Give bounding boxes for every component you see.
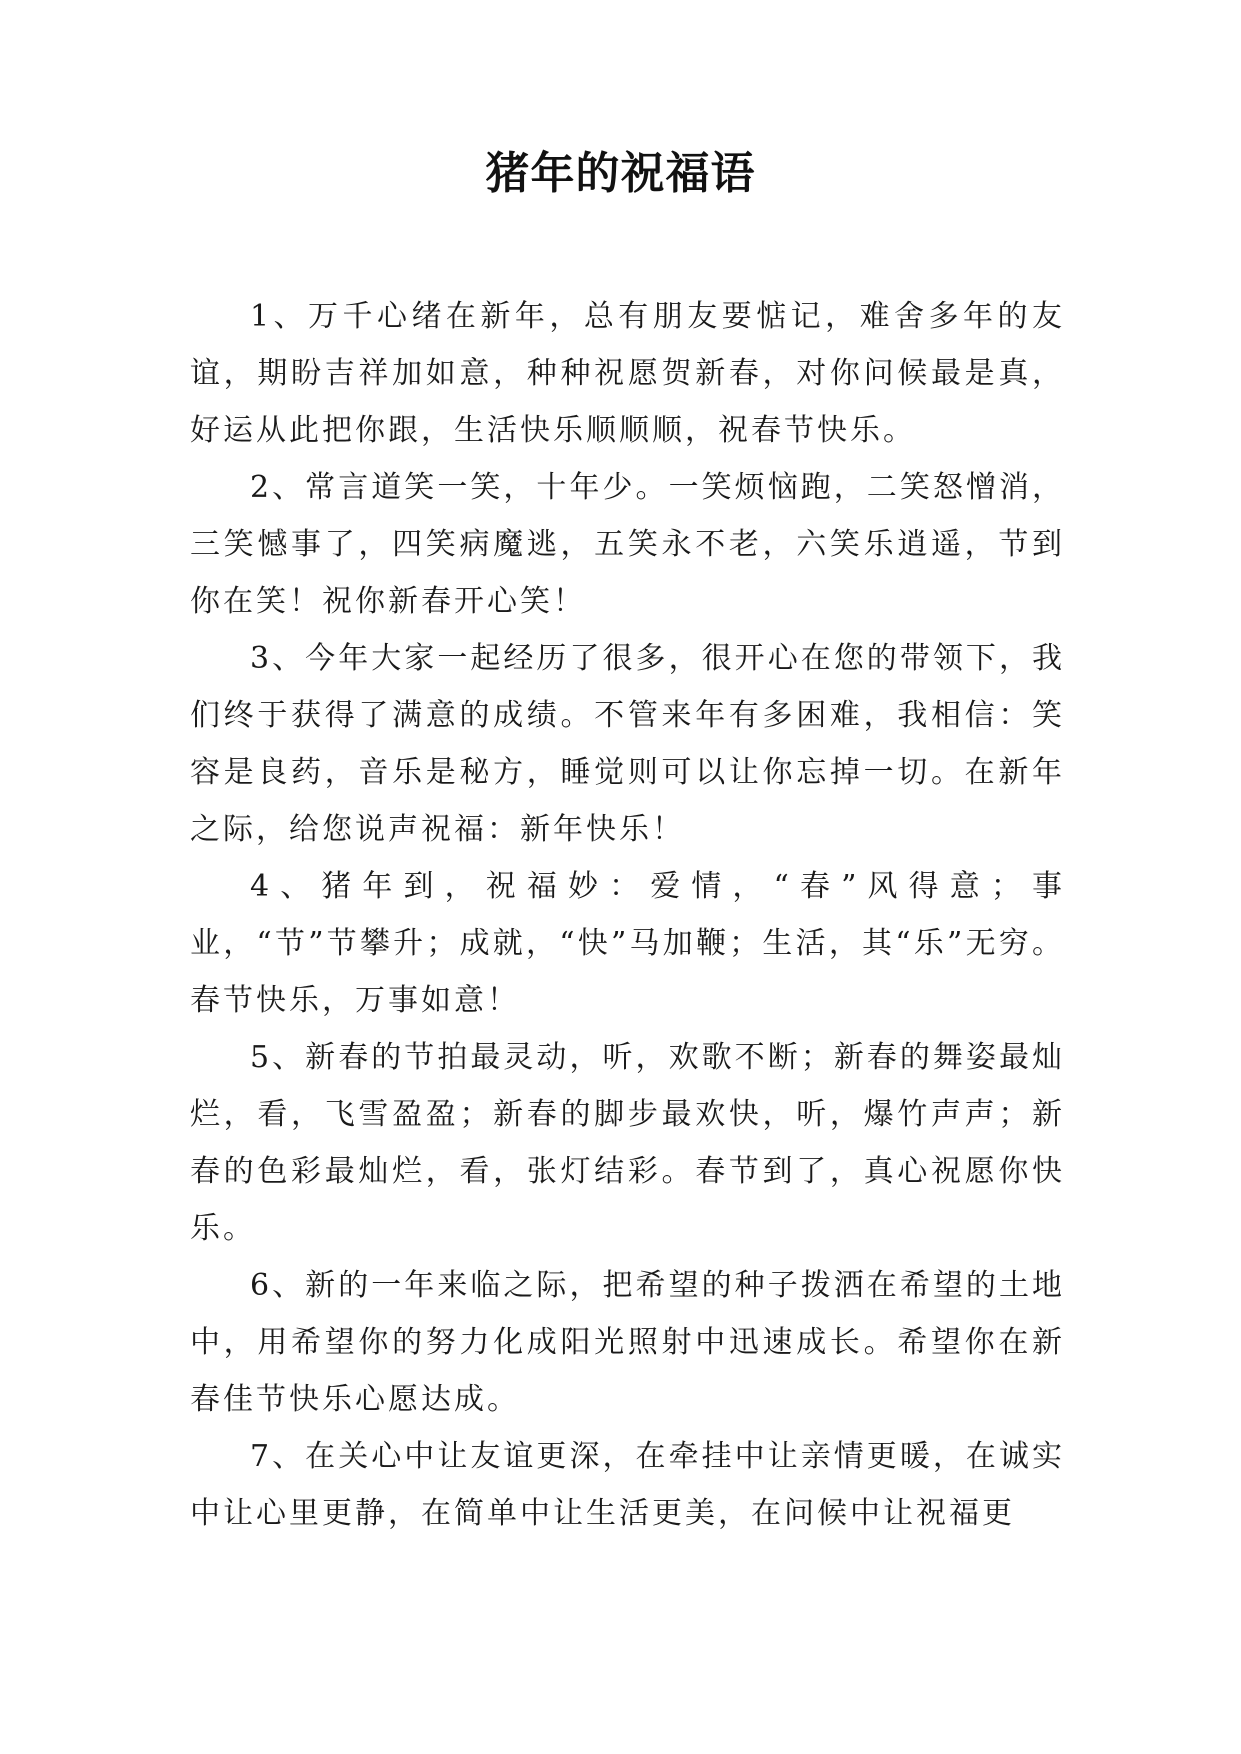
paragraph-3: 3、今年大家一起经历了很多，很开心在您的带领下，我们终于获得了满意的成绩。不管来年有多困难，我相信：笑容是良药，音乐是秘方，睡觉则可以让你忘掉一切。在新年之际，给您说声祝福：新年快乐！ bbox=[190, 641, 1065, 847]
paragraph-5: 5、新春的节拍最灵动，听，欢歌不断；新春的舞姿最灿烂，看，飞雪盈盈；新春的脚步最欢快，听，爆竹声声；新春的色彩最灿烂，看，张灯结彩。春节到了，真心祝愿你快乐。 bbox=[190, 1040, 1065, 1246]
paragraph-2: 2、常言道笑一笑，十年少。一笑烦恼跑，二笑怒憎消，三笑憾事了，四笑病魔逃，五笑永不老，六笑乐逍遥，节到你在笑！祝你新春开心笑！ bbox=[190, 470, 1065, 619]
paragraph-6: 6、新的一年来临之际，把希望的种子拨洒在希望的土地中，用希望你的努力化成阳光照射中迅速成长。希望你在新春佳节快乐心愿达成。 bbox=[190, 1268, 1065, 1417]
paragraph-7: 7、在关心中让友谊更深，在牵挂中让亲情更暖，在诚实中让心里更静，在简单中让生活更美，在问候中让祝福更 bbox=[190, 1439, 1065, 1531]
paragraph-4: 4、猪年到，祝福妙：爱情，“春”风得意；事业，“节”节攀升；成就，“快”马加鞭；生活，其“乐”无穷。春节快乐，万事如意！ bbox=[190, 869, 1065, 1018]
document-body bbox=[190, 288, 1065, 1542]
page-title: 猪年的祝福语 bbox=[485, 148, 756, 199]
paragraph-1: 1、万千心绪在新年，总有朋友要惦记，难舍多年的友谊，期盼吉祥加如意，种种祝愿贺新春，对你问候最是真，好运从此把你跟，生活快乐顺顺顺，祝春节快乐。 bbox=[190, 299, 1065, 448]
